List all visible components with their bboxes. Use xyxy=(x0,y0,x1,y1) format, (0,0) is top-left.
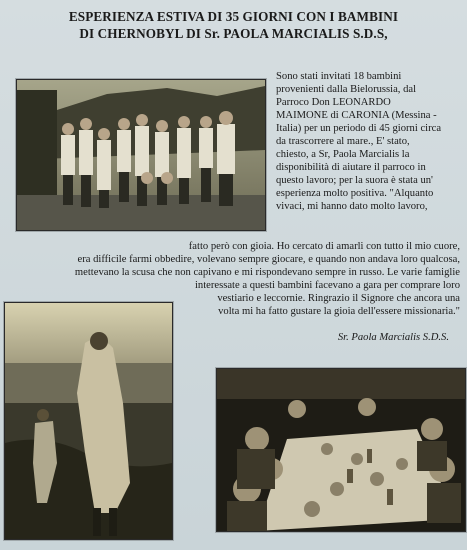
text-line: fatto però con gioia. Ho cercato di amarli con tutto il mio cuore, xyxy=(188,241,460,252)
text-line: chiesto, a Sr, Paola Marcialis la xyxy=(276,149,410,160)
seaside-photo xyxy=(4,302,173,540)
text-line: vivaci, mi hanno dato molto lavoro, xyxy=(276,201,428,212)
text-line: era difficile farmi obbedire, volevano sempre giocare, e quando non andava loro qualcosa, xyxy=(77,254,460,265)
text-line: vestiario e leccornie. Ringrazio il Signore che ancora una xyxy=(217,293,460,304)
text-line: MAIMONE di CARONIA (Messina - xyxy=(276,110,437,121)
text-line: Italia) per un periodo di 45 giorni circa xyxy=(276,123,442,134)
text-line: Parroco Don LEONARDO xyxy=(276,97,391,108)
text-line: mettevano la scusa che non capivano e mi rispondevano sempre in russo. Le varie famiglie xyxy=(74,267,460,278)
text-line: Sono stati invitati 18 bambini xyxy=(276,71,402,82)
text-line: provenienti dalla Bielorussia, dal xyxy=(276,84,417,95)
text-line: interessate a questi bambini facevano a gara per comprare loro xyxy=(194,280,460,291)
article-headline xyxy=(0,8,467,42)
text-line: disponibilità di aiutare il parroco in xyxy=(276,162,426,173)
text-line: da trascorrere al mare., E' stato, xyxy=(276,136,410,147)
article-paragraph-top xyxy=(276,70,460,213)
group-photo xyxy=(16,79,266,231)
article-signature: Sr. Paola Marcialis S.D.S. xyxy=(337,332,449,343)
text-line: esperienza molto positiva. "Alquanto xyxy=(276,188,434,199)
text-line: volta mi ha fatto gustare la gioia dell'essere missionaria." xyxy=(218,306,460,317)
headline-line-2: DI CHERNOBYL DI Sr. PAOLA MARCIALIS S.D.S, xyxy=(79,26,388,41)
headline-line-1: ESPERIENZA ESTIVA DI 35 GIORNI CON I BAMBINI xyxy=(68,9,399,24)
dinner-table-photo xyxy=(216,368,466,532)
text-line: questo lavoro; per la suora è stata un' xyxy=(276,175,433,186)
